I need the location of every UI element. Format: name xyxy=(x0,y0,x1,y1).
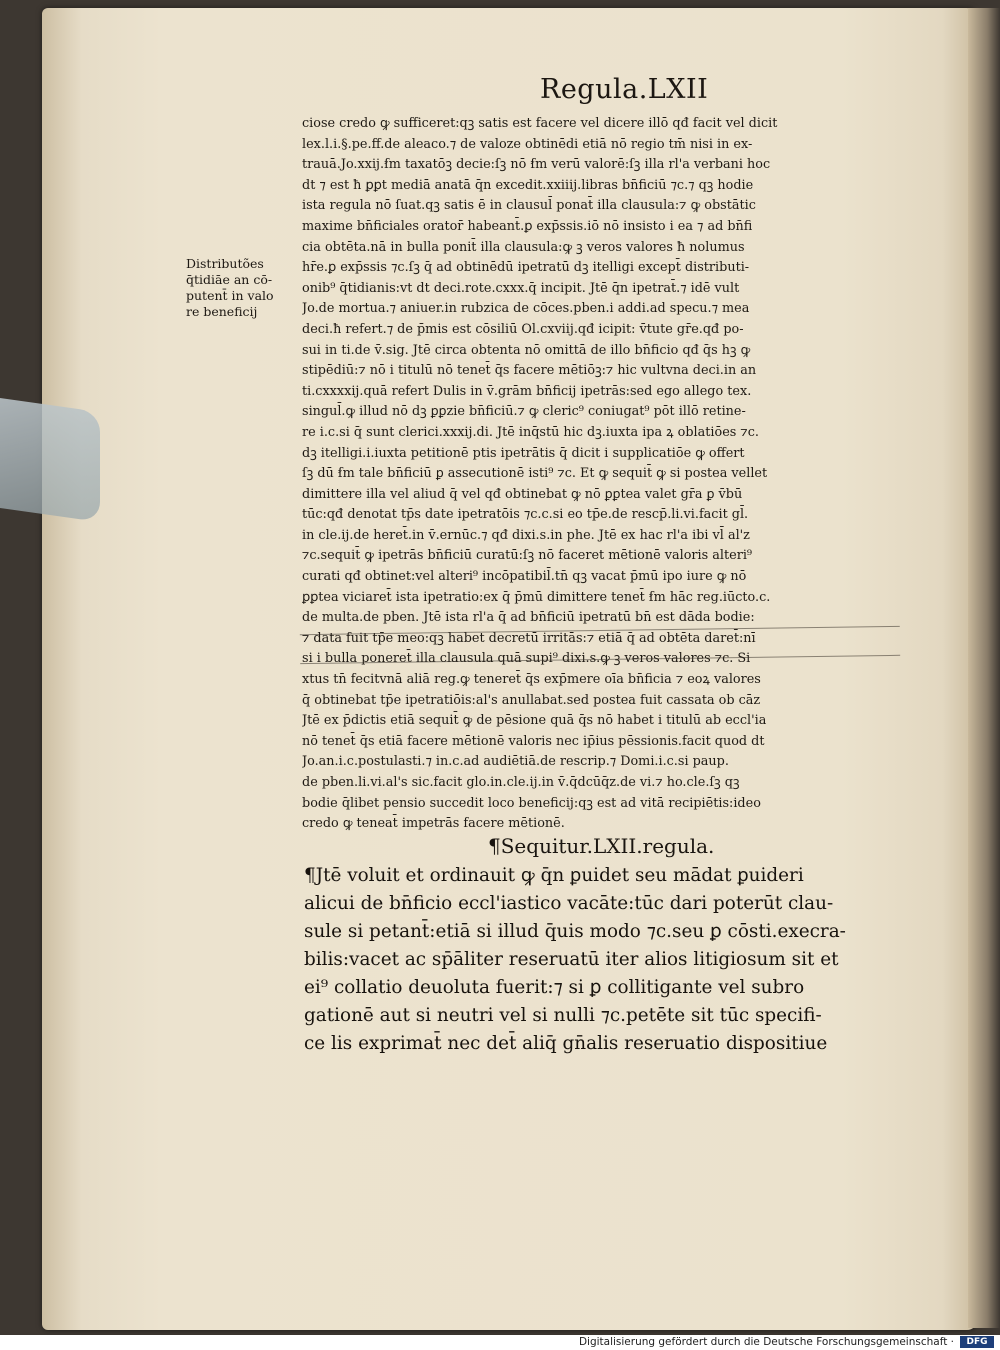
commentary-line: dꝫ itelligi.i.iuxta petitionē ptis ipetrātis q̄ dicit i supplicatiōe ꝙ offert xyxy=(302,445,745,461)
rule-line: gationē aut si neutri vel si nulli ⁊c.petēte sit tūc specifi- xyxy=(304,1005,822,1026)
rule-line: bilis:vacet ac sp̄āliter reseruatū iter alios litigiosum sit et xyxy=(304,949,839,970)
commentary-line: deci.ħ refert.⁊ de p̄mis est cōsiliū Ol.cxviij.qđ icipit: v̄tute gr̄e.qđ po- xyxy=(302,321,744,337)
commentary-line: ꝑꝑtea viciaret̄ ista ipetratio:ex q̄ p̄mū dimittere tenet̄ ẜm hāc reg.iūcto.c. xyxy=(302,589,771,605)
commentary-line: de multa.de pben. Jtē ista rl'a q̄ ad bn̄ficiū ipetratū bn̄ est dāda bodie: xyxy=(302,610,755,626)
rule-line: ¶Jtē voluit et ordinauit ꝙ q̄n ꝑuidet seu mādat ꝑuideri xyxy=(304,865,804,886)
commentary-line: trauā.Jo.xxij.ẜm taxatōꝫ decie:ſꝫ nō ẜm verū valorē:ſꝫ illa rl'a verbani hoc xyxy=(302,157,771,173)
commentary-line: hr̄e.ꝑ exp̄ssis ⁊c.ſꝫ q̄ ad obtinēdū ipetratū dꝫ itelligi except̄ distributi- xyxy=(302,260,750,276)
commentary-line: singul̄.ꝙ illud nō dꝫ ꝑꝑzie bn̄ficiū.⁊ ꝙ cleric⁹ coniugat⁹ pōt illō retine- xyxy=(302,404,746,420)
commentary-line: lex.l.i.§.pe.ff.de aleaco.⁊ de valoze obtinēdi etiā nō regio tm̄ nisi in ex- xyxy=(302,136,753,152)
commentary-line: cia obtēta.nā in bulla ponit̄ illa clausula:ꝙ ꝫ veros valores ħ nolumus xyxy=(302,239,745,255)
commentary-line: credo ꝙ teneat̄ impetrās facere mētionē. xyxy=(302,816,565,832)
commentary-text xyxy=(302,114,890,835)
margin-note xyxy=(186,256,298,320)
commentary-line: Jo.an.i.c.postulasti.⁊ in.c.ad audiētiā.de rescrip.⁊ Domi.i.c.si paup. xyxy=(302,754,729,770)
rule-line: ei⁹ collatio deuoluta fuerit:⁊ si ꝑ collitigante vel subro xyxy=(304,977,805,998)
commentary-line: ti.cxxxxij.quā refert Dulis in v̄.grām bn̄ficij ipetrās:sed ego allego tex. xyxy=(302,383,752,399)
commentary-line: ista regula nō ſuat.qꝫ satis ē in clausul̄ ponat̄ illa clausula:⁊ ꝙ obstātic xyxy=(302,198,756,214)
rule-line: sule si petant̄:etiā si illud q̄uis modo ⁊c.seu ꝑ cōsti.execra- xyxy=(304,921,846,942)
commentary-line: si i bulla poneret̄ illa clausula quā supi⁹ dixi.s.ꝙ ꝫ veros valores ⁊c. Si xyxy=(302,651,751,667)
margin-note-line: q̄tidiāe an cō- xyxy=(186,272,273,287)
book-gutter xyxy=(968,8,1000,1328)
commentary-line: onib⁹ q̄tidianis:vt dt deci.rote.cxxx.q̄ incipit. Jtē q̄n ipetrat̄.⁊ idē vult xyxy=(302,280,740,296)
commentary-line: nō tenet̄ q̄s etiā facere mētionē valoris nec ip̄ius pēssionis.facit quod dt xyxy=(302,733,765,749)
commentary-line: dimittere illa vel aliud q̄ vel qđ obtinebat ꝙ nō ꝑꝑtea valet gr̄a ꝑ v̄bū xyxy=(302,486,743,502)
commentary-line: tūc:qđ denotat tp̄s date ipetratōis ⁊c.c.si eo tp̄e.de rescp̄.li.vi.facit gl̄. xyxy=(302,507,749,523)
rule-line: ce lis exprimat̄ nec det̄ aliq̄ gn̄alis reseruatio dispositiue xyxy=(304,1033,828,1054)
dfg-logo: DFG xyxy=(960,1336,994,1348)
margin-note-line: re beneficij xyxy=(186,304,258,319)
margin-note-line: putent̄ in valo xyxy=(186,288,274,303)
commentary-line: xtus tn̄ fecitvnā aliā reg.ꝙ teneret̄ q̄s exp̄mere oīa bn̄ficia ⁊ eoꝝ valores xyxy=(302,672,761,688)
commentary-line: maxime bn̄ficiales orator̄ habeant̄.ꝑ exp̄ssis.iō nō insisto i ea ⁊ ad bn̄fi xyxy=(302,218,753,234)
commentary-line: q̄ obtinebat tp̄e ipetratiōis:al's anullabat.sed postea fuit cassata ob cāz xyxy=(302,692,761,708)
commentary-line: re i.c.si q̄ sunt clerici.xxxij.di. Jtē inq̄stū hic dꝫ.iuxta ipa ꝝ oblatiōes ⁊c. xyxy=(302,424,759,440)
commentary-line: bodie q̄libet pensio succedit loco beneficij:qꝫ est ad vitā recipiētis:ideo xyxy=(302,795,761,811)
rule-text xyxy=(304,862,894,1058)
section-heading: ¶Sequitur.LXII.regula. xyxy=(488,834,715,858)
commentary-line: de pben.li.vi.al's sic.facit glo.in.cle.ij.in v̄.q̄dcūq̄z.de vi.⁊ ho.cle.ſꝫ qꝫ xyxy=(302,775,740,790)
commentary-line: in cle.ij.de heret̄.in v̄.ernūc.⁊ qđ dixi.s.in phe. Jtē ex hac rl'a ibi vl̄ al'z xyxy=(302,527,750,543)
commentary-line: dt ⁊ est ħ ꝑꝑt mediā anatā q̄n excedit.xxiiij.libras bn̄ficiū ⁊c.⁊ qꝫ hodie xyxy=(302,177,754,193)
rule-line: alicui de bn̄ficio eccl'iastico vacāte:tūc dari poterūt clau- xyxy=(304,893,834,914)
commentary-line: Jo.de mortua.⁊ aniuer.in rubzica de cōces.pben.i addi.ad specu.⁊ mea xyxy=(302,301,750,317)
footer-credit: Digitalisierung gefördert durch die Deutsche Forschungsgemeinschaft · xyxy=(578,1336,954,1348)
page-weight-clip xyxy=(0,398,100,522)
margin-note-line: Distributões xyxy=(186,256,264,271)
commentary-line: stipēdiū:⁊ nō i titulū nō tenet̄ q̄s facere mētiōꝫ:⁊ hic vultvna deci.in an xyxy=(302,363,757,379)
running-title: Regula.LXII xyxy=(540,74,709,105)
commentary-line: sui in ti.de v̄.sig. Jtē circa obtenta nō omittā de illo bn̄ficio qđ q̄s hꝫ ꝙ xyxy=(302,342,751,358)
commentary-line: ſꝫ dū ẜm tale bn̄ficiū ꝑ assecutionē isti⁹ ⁊c. Et ꝙ sequit̄ ꝙ si postea vellet xyxy=(302,466,768,482)
commentary-line: curati qđ obtinet:vel alteri⁹ incōpatibil̄.tn̄ qꝫ vacat p̄mū ipo iure ꝙ nō xyxy=(302,569,747,585)
footer-bar xyxy=(0,1335,1000,1350)
commentary-line: ⁊c.sequit̄ ꝙ ipetrās bn̄ficiū curatū:ſꝫ nō faceret mētionē valoris alteri⁹ xyxy=(302,548,753,564)
commentary-line: Jtē ex p̄dictis etiā sequit̄ ꝙ de pēsione quā q̄s nō habet i titulū ab eccl'ia xyxy=(302,713,767,729)
commentary-line: ciose credo ꝙ sufficeret:qꝫ satis est facere vel dicere illō qđ facit vel dicit xyxy=(302,116,778,131)
commentary-line: ⁊ data fuit tp̄e meo:qꝫ habet decretū irritās:⁊ etiā q̄ ad obtēta daret̄:nī xyxy=(302,630,756,646)
